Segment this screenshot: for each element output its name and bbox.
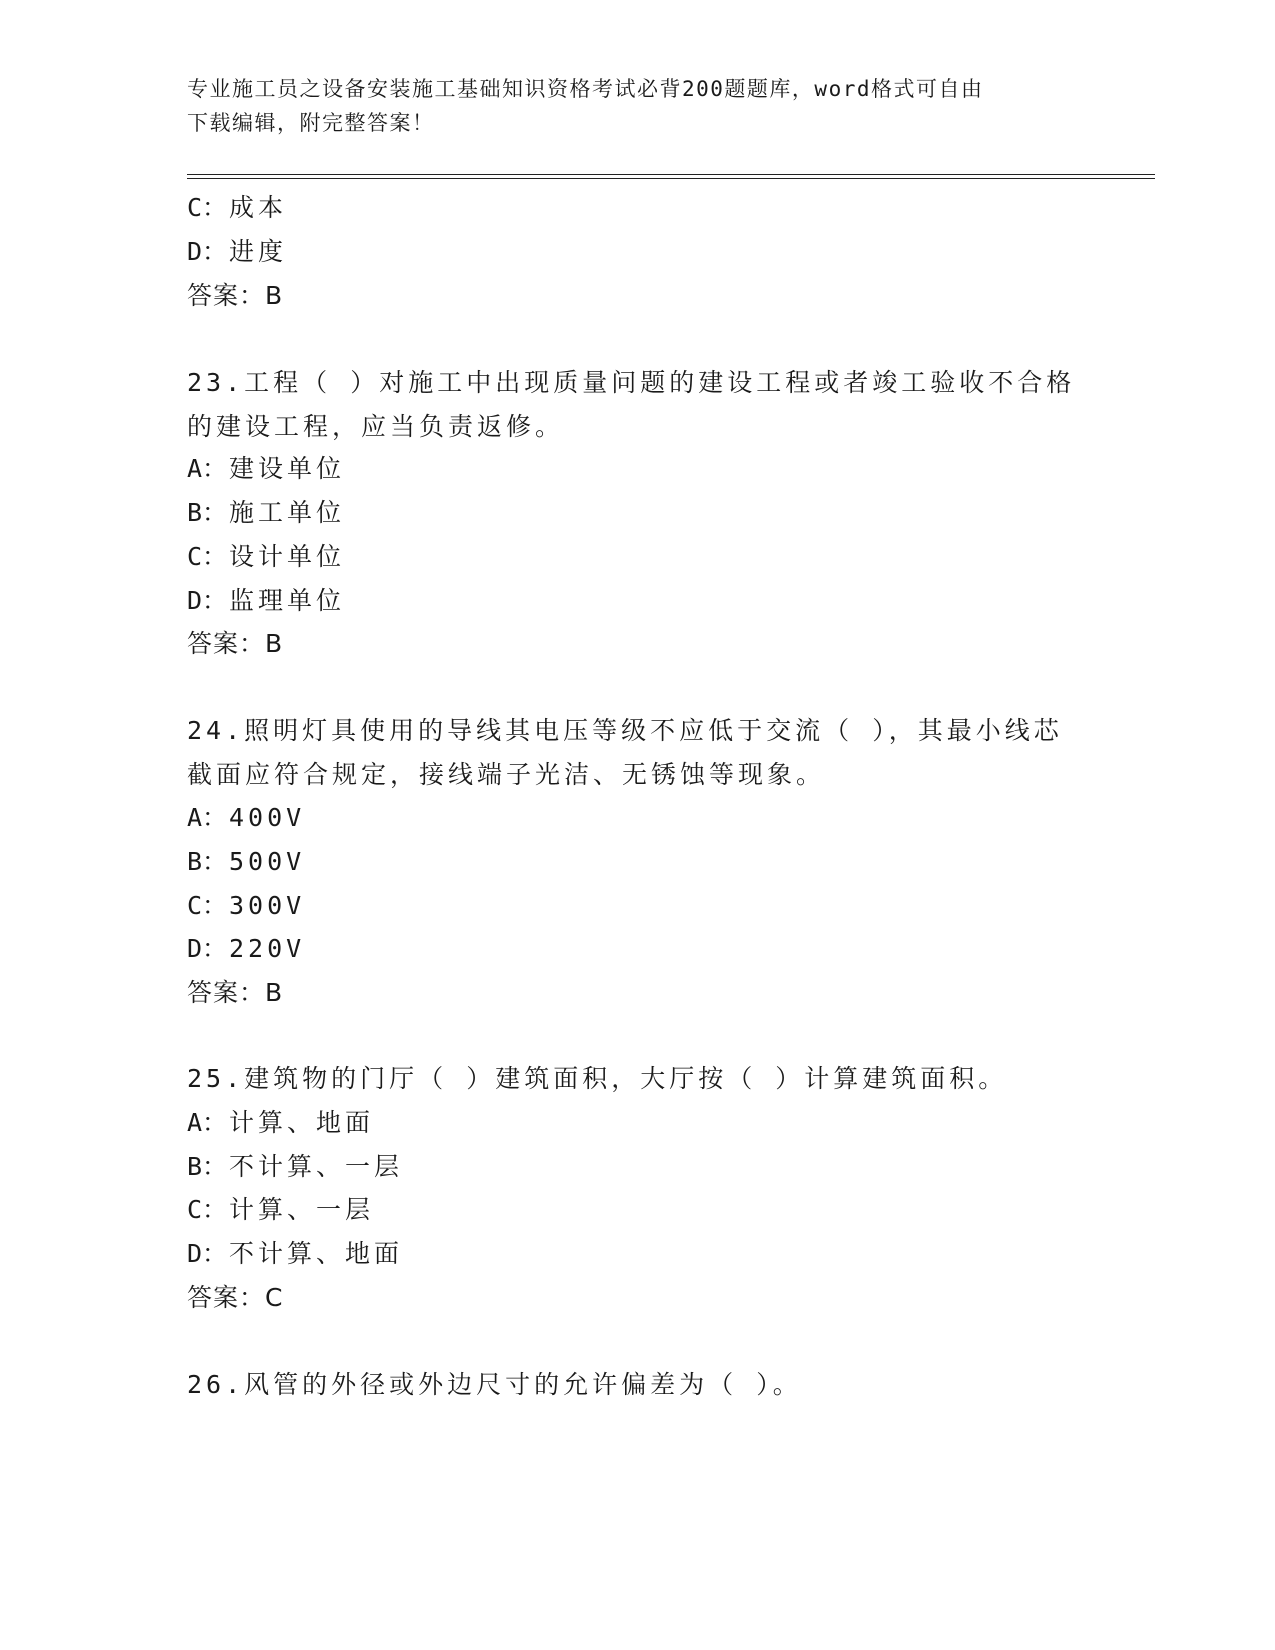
q25-answer: 答案：C (187, 1283, 284, 1312)
option-label: B： (187, 847, 228, 876)
q23-option-a (187, 452, 345, 486)
q24-option-a (187, 801, 305, 835)
option-label: B： (187, 1152, 228, 1181)
option-text: 400V (229, 803, 306, 832)
q23-answer: 答案：B (187, 629, 284, 658)
option-text: 设计单位 (229, 542, 346, 571)
option-text: 300V (229, 891, 306, 920)
q23-stem-line-2: 的建设工程，应当负责返修。 (187, 412, 565, 441)
option-text: 计算、一层 (229, 1195, 375, 1224)
option-label: D： (187, 1239, 228, 1268)
option-label: D： (187, 934, 228, 963)
option-text: 建设单位 (229, 454, 346, 483)
option-label: C： (187, 1195, 228, 1224)
header-line-2: 下载编辑，附完整答案！ (187, 111, 435, 135)
q25-option-b (187, 1150, 403, 1184)
option-label: A： (187, 803, 228, 832)
option-label: C： (187, 193, 228, 222)
option-label: C： (187, 542, 228, 571)
q25-option-a (187, 1106, 374, 1140)
q25-option-c (187, 1193, 374, 1227)
header-line-1: 专业施工员之设备安装施工基础知识资格考试必背200题题库，word格式可自由 (187, 77, 984, 101)
document-header (187, 72, 1067, 140)
option-label: A： (187, 454, 228, 483)
option-text: 220V (229, 934, 306, 963)
option-label: D： (187, 237, 228, 266)
header-rule-top (187, 174, 1155, 175)
option-text: 计算、地面 (229, 1108, 375, 1137)
q22-option-d (187, 235, 287, 269)
q24-option-c (187, 889, 305, 923)
option-text: 监理单位 (229, 586, 346, 615)
option-label: C： (187, 891, 228, 920)
option-text: 成本 (229, 193, 288, 222)
q24-stem-line-1: 24.照明灯具使用的导线其电压等级不应低于交流（ ），其最小线芯 (187, 716, 1063, 745)
option-label: A： (187, 1108, 228, 1137)
q25-option-d (187, 1237, 403, 1271)
q24-stem-line-2: 截面应符合规定，接线端子光洁、无锈蚀等现象。 (187, 760, 826, 789)
option-text: 不计算、一层 (229, 1152, 404, 1181)
q24-option-b (187, 845, 305, 879)
option-text: 不计算、地面 (229, 1239, 404, 1268)
option-text: 进度 (229, 237, 288, 266)
option-label: D： (187, 586, 228, 615)
q23-stem-line-1: 23.工程（ ）对施工中出现质量问题的建设工程或者竣工验收不合格 (187, 368, 1076, 397)
q24-answer: 答案：B (187, 978, 284, 1007)
q23-option-b (187, 496, 345, 530)
q26-stem-line-1: 26.风管的外径或外边尺寸的允许偏差为（ ）。 (187, 1370, 802, 1399)
option-label: B： (187, 498, 228, 527)
q25-stem-line-1: 25.建筑物的门厅（ ）建筑面积，大厅按（ ）计算建筑面积。 (187, 1064, 1008, 1093)
option-text: 施工单位 (229, 498, 346, 527)
q22-answer: 答案：B (187, 281, 284, 310)
header-rule-bottom (187, 178, 1155, 179)
option-text: 500V (229, 847, 306, 876)
q22-option-c (187, 191, 287, 225)
q23-option-d (187, 584, 345, 618)
q24-option-d (187, 932, 305, 966)
q23-option-c (187, 540, 345, 574)
